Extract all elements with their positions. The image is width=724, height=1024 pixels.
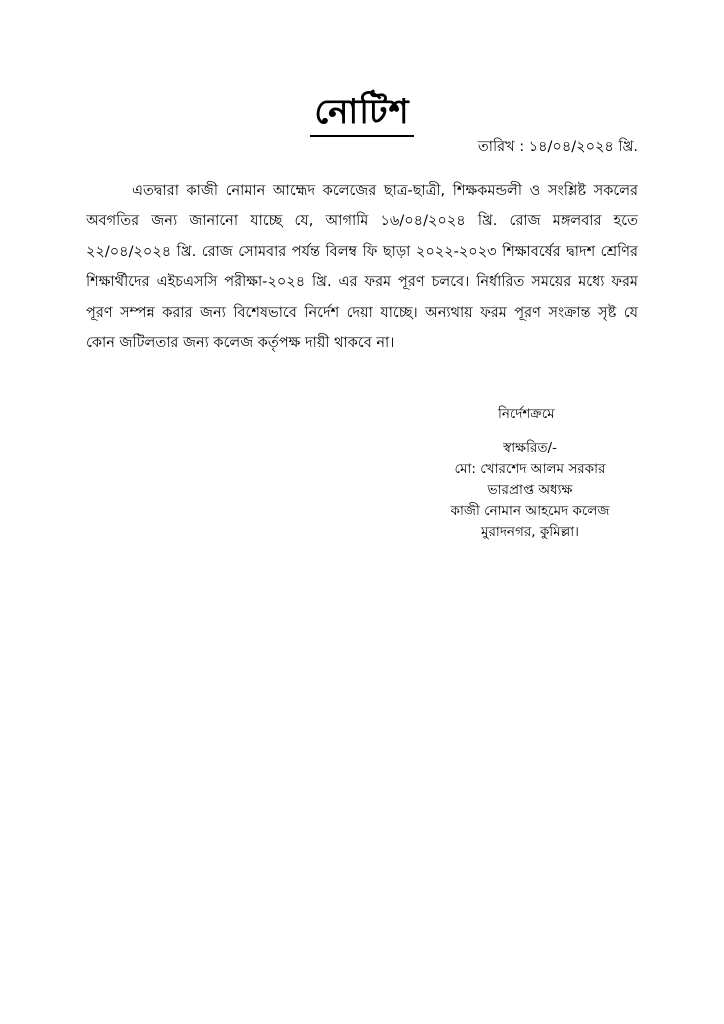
notice-body (86, 176, 638, 358)
signed-text: স্বাক্ষরিত/- (503, 440, 557, 456)
signatory-name: মো: খোরশেদ আলম সরকার (454, 461, 606, 477)
signature-block (436, 438, 624, 543)
signatory-designation: ভারপ্রাপ্ত অধ্যক্ষ (487, 482, 573, 498)
notice-title: নোটিশ (310, 92, 413, 137)
body-line: কোন জটিলতার জন্য কলেজ কর্তৃপক্ষ দায়ী থাকবে না। (86, 335, 395, 352)
body-line: এতদ্বারা কাজী নোমান আহ্মেদ কলেজের ছাত্র-ছাত্রী, শিক্ষকমন্ডলী ও সংশ্লিষ্ট সকলের (132, 183, 638, 199)
body-line: শিক্ষার্থীদের এইচএসসি পরীক্ষা-২০২৪ খ্রি. এর ফরম পূরণ চলবে। নির্ধারিত সময়ের মধ্যে ফরম (86, 274, 638, 291)
by-order-text: নির্দেশক্রমে (498, 406, 555, 422)
body-line: পূরণ সম্পন্ন করার জন্য বিশেষভাবে নির্দেশ দেয়া যাচ্ছে। অন্যথায় ফরম পূরণ সংক্রান্ত সৃষ্ট যে (86, 304, 638, 321)
notice-date: তারিখ : ১৪/০৪/২০২৪ খ্রি. (477, 139, 638, 155)
body-line: ২২/০৪/২০২৪ খ্রি. রোজ সোমবার পর্যন্ত বিলম্ব ফি ছাড়া ২০২২-২০২৩ শিক্ষাবর্ষের দ্বাদশ শ্রেণির (86, 243, 638, 260)
institution-name: কাজী নোমান আহমেদ কলেজ (450, 503, 610, 519)
body-line: অবগতির জন্য জানানো যাচ্ছে যে, আগামি ১৬/০৪/২০২৪ খ্রি. রোজ মঙ্গলবার হতে (86, 213, 638, 230)
institution-location: মুরাদনগর, কুমিল্লা। (481, 524, 579, 540)
title-wrapper (0, 92, 724, 137)
